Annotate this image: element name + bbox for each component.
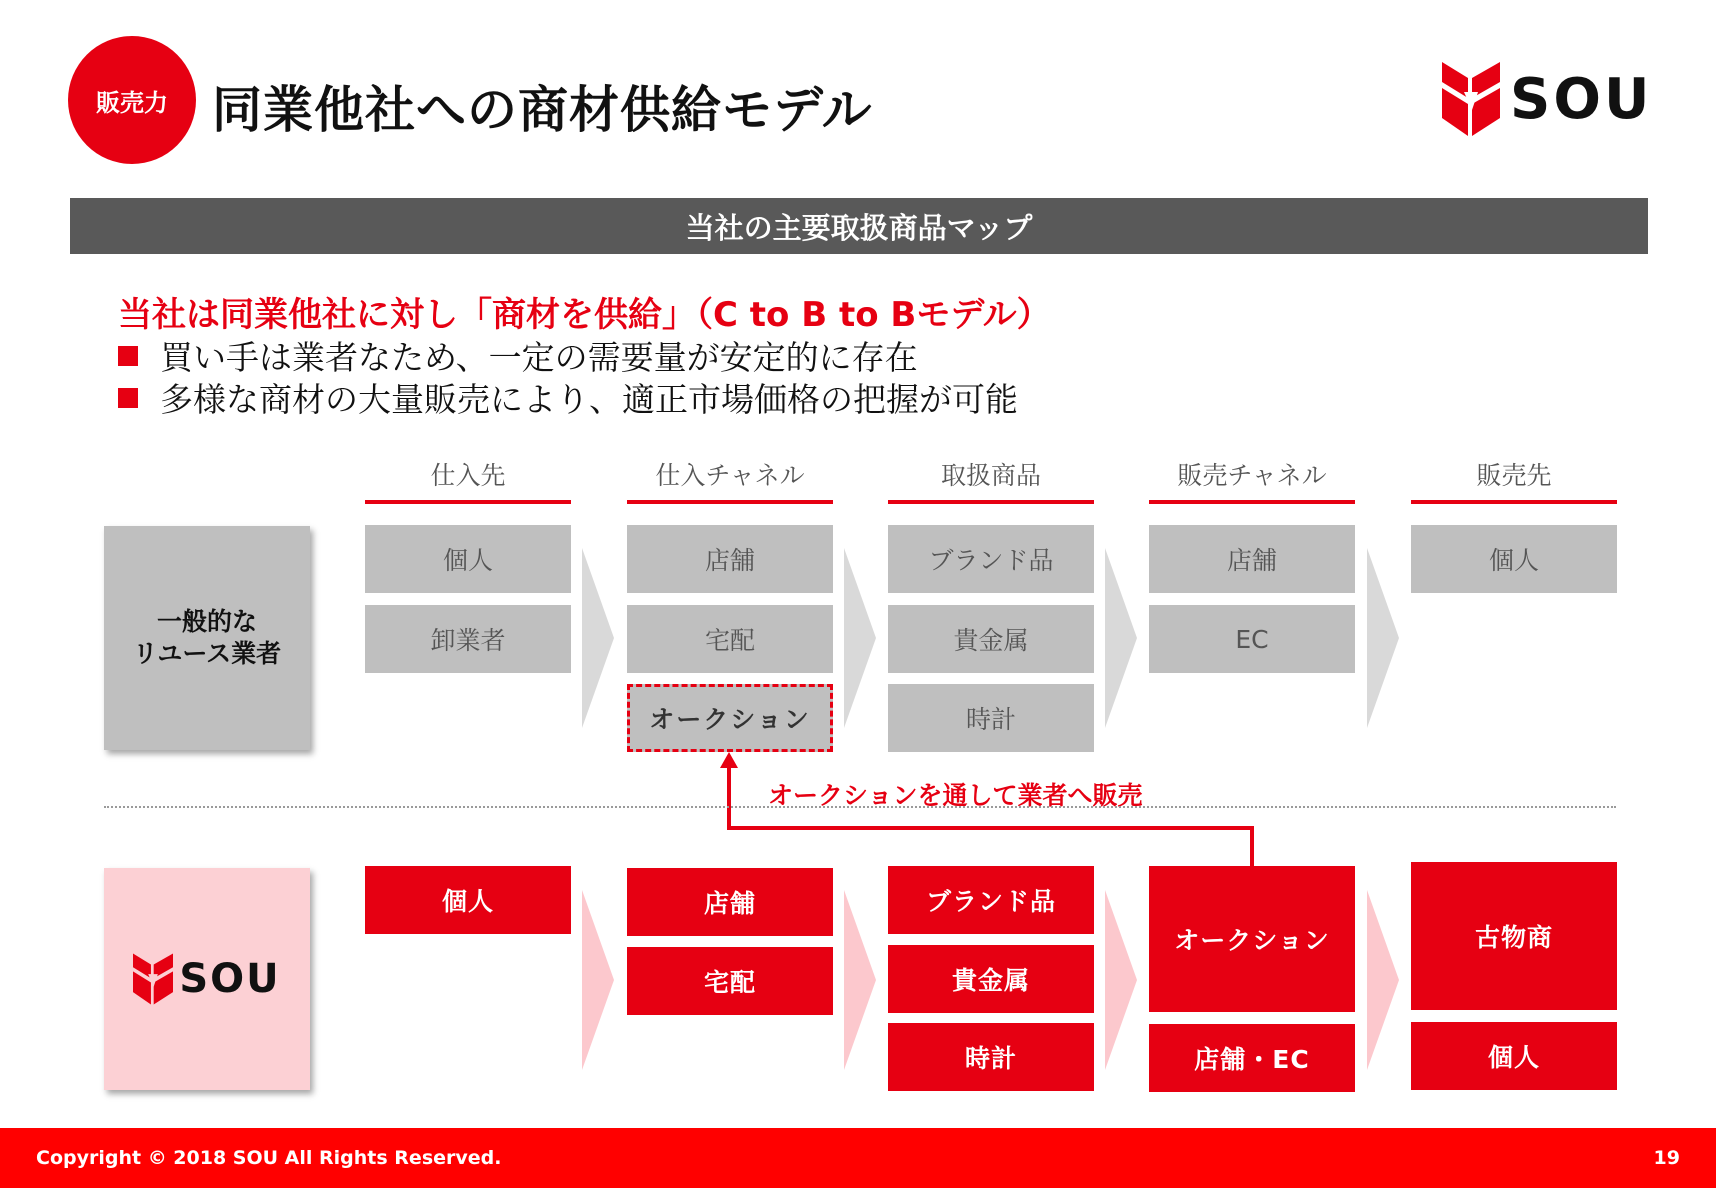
sou-product-box: ブランド品 xyxy=(888,866,1094,934)
bullet-text: 多様な商材の大量販売により、適正市場価格の把握が可能 xyxy=(160,380,1018,419)
sou-product-box: 貴金属 xyxy=(888,945,1094,1013)
column-header-sales-channel: 販売チャネル xyxy=(1177,461,1327,490)
sou-purchase-channel-box: 店舗 xyxy=(627,868,833,936)
column-header-purchase-channel: 仕入チャネル xyxy=(655,461,805,490)
arrow-right-icon xyxy=(582,890,614,1070)
column-header-products: 取扱商品 xyxy=(940,461,1041,490)
general-reuse-label-line2: リユース業者 xyxy=(132,639,282,668)
row-divider xyxy=(104,806,1616,808)
column-underline xyxy=(888,500,1094,504)
general-supplier-box: 個人 xyxy=(365,525,571,593)
bullet-square-icon xyxy=(118,346,138,366)
general-sales-channel-box: EC xyxy=(1149,605,1355,673)
sou-customer-box: 個人 xyxy=(1411,1022,1617,1090)
sou-supplier-box: 個人 xyxy=(365,866,571,934)
sou-sales-channel-box: 店舗・EC xyxy=(1149,1024,1355,1092)
column-header-suppliers: 仕入先 xyxy=(430,461,506,490)
arrow-right-icon xyxy=(1105,890,1137,1070)
section-title-bar: 当社の主要取扱商品マップ xyxy=(70,198,1648,254)
footer-bar xyxy=(0,1128,1716,1188)
sou-logo-row xyxy=(133,953,280,1005)
sou-logo-wordmark: SOU xyxy=(179,956,281,1002)
badge-sales-power: 販売力 xyxy=(68,36,196,164)
general-customer-box: 個人 xyxy=(1411,525,1617,593)
general-reuse-label xyxy=(104,526,310,750)
general-purchase-channel-box: 宅配 xyxy=(627,605,833,673)
arrow-right-icon xyxy=(1367,548,1399,728)
sou-logo-mark-icon xyxy=(1442,62,1500,136)
sou-logo-header xyxy=(1442,62,1652,136)
bullet-text: 買い手は業者なため、一定の需要量が安定的に存在 xyxy=(160,338,918,377)
page-number: 19 xyxy=(1653,1147,1680,1169)
general-auction-box: オークション xyxy=(627,684,833,752)
headline: 当社は同業他社に対し「商材を供給」（C to B to Bモデル） xyxy=(118,295,1051,335)
sou-logo-mark-icon xyxy=(133,953,173,1005)
copyright-text: Copyright © 2018 SOU All Rights Reserved. xyxy=(36,1147,502,1169)
arrow-right-icon xyxy=(844,548,876,728)
sou-customer-box: 古物商 xyxy=(1411,862,1617,1010)
general-purchase-channel-box: 店舗 xyxy=(627,525,833,593)
arrow-right-icon xyxy=(1367,890,1399,1070)
general-supplier-box: 卸業者 xyxy=(365,605,571,673)
sou-purchase-channel-box: 宅配 xyxy=(627,947,833,1015)
column-underline xyxy=(627,500,833,504)
column-header-customers: 販売先 xyxy=(1476,461,1552,490)
sou-auction-box: オークション xyxy=(1149,866,1355,1012)
bullet-square-icon xyxy=(118,388,138,408)
arrow-up-icon xyxy=(720,752,738,768)
auction-flow-note: オークションを通して業者へ販売 xyxy=(768,781,1143,810)
column-underline xyxy=(1411,500,1617,504)
general-sales-channel-box: 店舗 xyxy=(1149,525,1355,593)
arrow-right-icon xyxy=(844,890,876,1070)
sou-product-box: 時計 xyxy=(888,1023,1094,1091)
general-reuse-label-line1: 一般的な xyxy=(156,606,257,636)
column-underline xyxy=(1149,500,1355,504)
general-product-box: 貴金属 xyxy=(888,605,1094,673)
sou-label-box xyxy=(104,868,310,1090)
general-product-box: ブランド品 xyxy=(888,525,1094,593)
general-product-box: 時計 xyxy=(888,684,1094,752)
sou-logo-wordmark: SOU xyxy=(1510,66,1653,132)
bullet-item xyxy=(118,374,1018,421)
column-underline xyxy=(365,500,571,504)
page-title: 同業他社への商材供給モデル xyxy=(212,81,873,139)
arrow-right-icon xyxy=(1105,548,1137,728)
bullet-item xyxy=(118,332,918,379)
arrow-right-icon xyxy=(582,548,614,728)
